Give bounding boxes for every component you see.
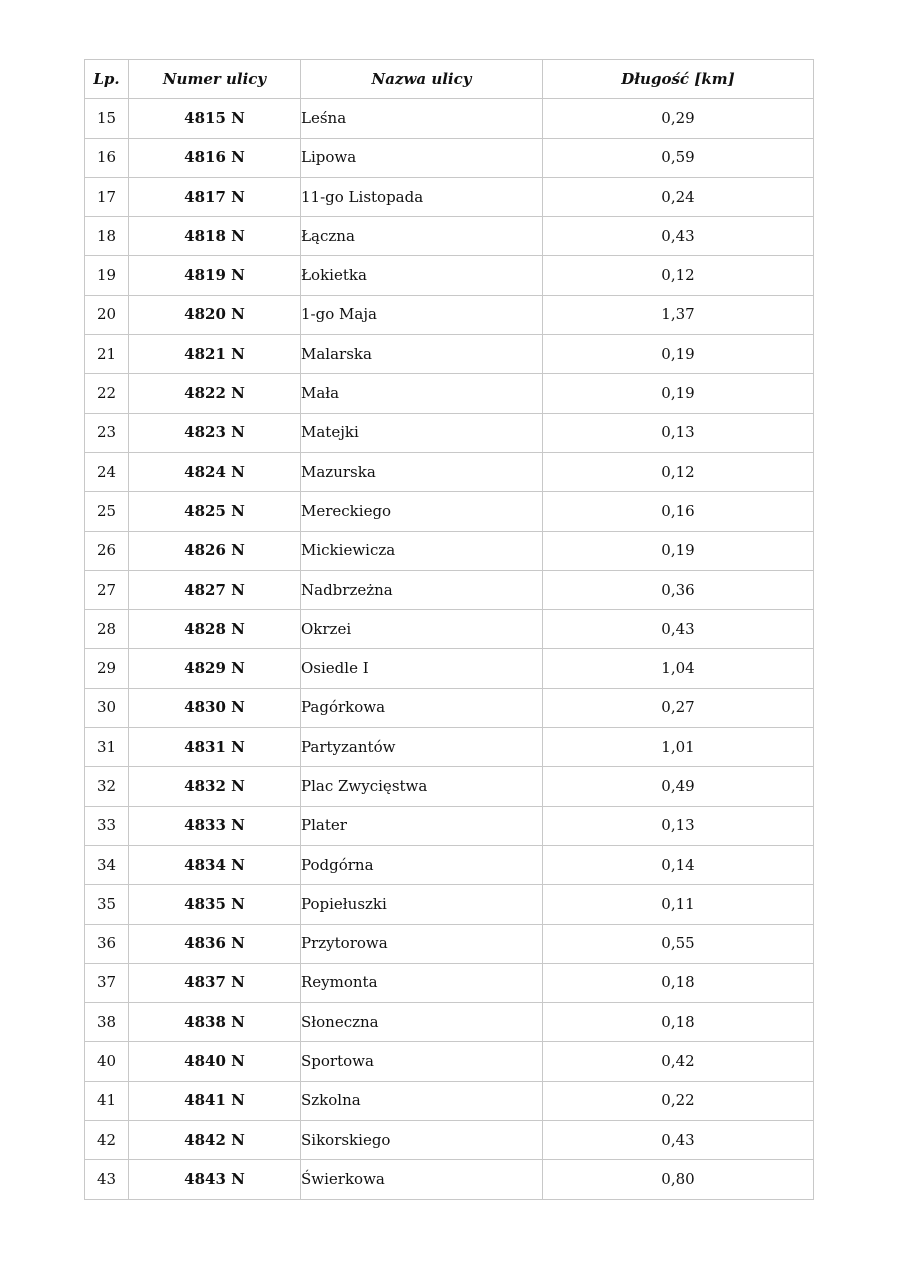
row-lp: 27 xyxy=(85,570,129,609)
row-length: 0,42 xyxy=(543,1042,814,1081)
row-street-number: 4817 N xyxy=(129,177,301,216)
table-row xyxy=(85,570,814,609)
row-lp: 26 xyxy=(85,531,129,570)
table-row xyxy=(85,492,814,531)
row-street-name: Słoneczna xyxy=(301,1003,543,1042)
row-street-number: 4831 N xyxy=(129,728,301,767)
row-lp: 37 xyxy=(85,963,129,1002)
row-length: 0,19 xyxy=(543,335,814,374)
header-row xyxy=(85,60,814,99)
row-street-number: 4834 N xyxy=(129,845,301,884)
row-street-number: 4818 N xyxy=(129,217,301,256)
row-street-number: 4838 N xyxy=(129,1003,301,1042)
row-lp: 24 xyxy=(85,452,129,491)
row-street-name: Reymonta xyxy=(301,963,543,1002)
row-lp: 30 xyxy=(85,688,129,727)
row-length: 0,43 xyxy=(543,1121,814,1160)
row-street-name: Malarska xyxy=(301,335,543,374)
row-lp: 18 xyxy=(85,217,129,256)
row-length: 0,59 xyxy=(543,138,814,177)
row-street-number: 4826 N xyxy=(129,531,301,570)
row-street-number: 4815 N xyxy=(129,99,301,138)
row-street-name: Łokietka xyxy=(301,256,543,295)
row-lp: 23 xyxy=(85,413,129,452)
row-street-name: Sikorskiego xyxy=(301,1121,543,1160)
row-length: 0,13 xyxy=(543,413,814,452)
row-street-name: Osiedle I xyxy=(301,649,543,688)
table-row xyxy=(85,1160,814,1199)
table-row xyxy=(85,1042,814,1081)
row-lp: 19 xyxy=(85,256,129,295)
row-length: 0,29 xyxy=(543,99,814,138)
row-lp: 34 xyxy=(85,845,129,884)
row-length: 0,18 xyxy=(543,1003,814,1042)
row-street-name: Okrzei xyxy=(301,610,543,649)
row-length: 0,27 xyxy=(543,688,814,727)
row-street-name: Mazurska xyxy=(301,452,543,491)
row-street-name: Partyzantów xyxy=(301,728,543,767)
row-street-name: Pagórkowa xyxy=(301,688,543,727)
row-length: 0,80 xyxy=(543,1160,814,1199)
row-street-number: 4832 N xyxy=(129,767,301,806)
row-lp: 22 xyxy=(85,374,129,413)
table-row xyxy=(85,335,814,374)
row-street-name: Mickiewicza xyxy=(301,531,543,570)
row-length: 1,37 xyxy=(543,295,814,334)
table-row xyxy=(85,610,814,649)
row-street-name: Szkolna xyxy=(301,1081,543,1120)
row-lp: 21 xyxy=(85,335,129,374)
row-street-number: 4843 N xyxy=(129,1160,301,1199)
row-lp: 20 xyxy=(85,295,129,334)
row-street-number: 4822 N xyxy=(129,374,301,413)
row-length: 0,22 xyxy=(543,1081,814,1120)
table-row xyxy=(85,217,814,256)
row-street-number: 4827 N xyxy=(129,570,301,609)
header-length: Długość [km] xyxy=(543,60,814,99)
table-row xyxy=(85,1121,814,1160)
table-row xyxy=(85,256,814,295)
row-street-name: Leśna xyxy=(301,99,543,138)
row-length: 0,19 xyxy=(543,531,814,570)
row-street-number: 4836 N xyxy=(129,924,301,963)
row-street-number: 4829 N xyxy=(129,649,301,688)
row-street-name: Plac Zwycięstwa xyxy=(301,767,543,806)
table-row xyxy=(85,177,814,216)
table-header xyxy=(85,60,814,99)
table-row xyxy=(85,806,814,845)
row-street-number: 4837 N xyxy=(129,963,301,1002)
row-street-name: Mała xyxy=(301,374,543,413)
row-lp: 36 xyxy=(85,924,129,963)
row-lp: 28 xyxy=(85,610,129,649)
row-street-name: Lipowa xyxy=(301,138,543,177)
row-lp: 29 xyxy=(85,649,129,688)
row-street-name: Podgórna xyxy=(301,845,543,884)
table-row xyxy=(85,413,814,452)
table-row xyxy=(85,885,814,924)
table-row xyxy=(85,767,814,806)
row-lp: 33 xyxy=(85,806,129,845)
row-street-name: Popiełuszki xyxy=(301,885,543,924)
row-length: 0,12 xyxy=(543,256,814,295)
header-lp: Lp. xyxy=(85,60,129,99)
row-street-number: 4825 N xyxy=(129,492,301,531)
row-lp: 40 xyxy=(85,1042,129,1081)
table-row xyxy=(85,924,814,963)
row-length: 0,11 xyxy=(543,885,814,924)
row-lp: 16 xyxy=(85,138,129,177)
row-street-number: 4824 N xyxy=(129,452,301,491)
table-row xyxy=(85,531,814,570)
table-row xyxy=(85,845,814,884)
row-lp: 32 xyxy=(85,767,129,806)
row-lp: 25 xyxy=(85,492,129,531)
streets-table xyxy=(84,59,814,1200)
row-street-name: Świerkowa xyxy=(301,1160,543,1199)
table-row xyxy=(85,688,814,727)
row-length: 0,49 xyxy=(543,767,814,806)
table-row xyxy=(85,138,814,177)
row-length: 1,04 xyxy=(543,649,814,688)
row-street-name: Przytorowa xyxy=(301,924,543,963)
row-street-name: Matejki xyxy=(301,413,543,452)
row-street-number: 4820 N xyxy=(129,295,301,334)
row-street-name: Łączna xyxy=(301,217,543,256)
row-street-number: 4842 N xyxy=(129,1121,301,1160)
table-row xyxy=(85,1003,814,1042)
row-street-number: 4819 N xyxy=(129,256,301,295)
row-street-name: Plater xyxy=(301,806,543,845)
row-length: 0,55 xyxy=(543,924,814,963)
row-length: 0,36 xyxy=(543,570,814,609)
table-body xyxy=(85,99,814,1199)
row-length: 0,43 xyxy=(543,610,814,649)
row-lp: 35 xyxy=(85,885,129,924)
row-street-number: 4823 N xyxy=(129,413,301,452)
row-street-name: Mereckiego xyxy=(301,492,543,531)
row-street-number: 4828 N xyxy=(129,610,301,649)
row-street-number: 4840 N xyxy=(129,1042,301,1081)
row-length: 0,14 xyxy=(543,845,814,884)
table-row xyxy=(85,452,814,491)
row-street-number: 4833 N xyxy=(129,806,301,845)
row-length: 0,43 xyxy=(543,217,814,256)
table-row xyxy=(85,649,814,688)
row-length: 0,18 xyxy=(543,963,814,1002)
row-length: 0,19 xyxy=(543,374,814,413)
row-lp: 15 xyxy=(85,99,129,138)
row-lp: 43 xyxy=(85,1160,129,1199)
row-street-name: 11-go Listopada xyxy=(301,177,543,216)
row-lp: 31 xyxy=(85,728,129,767)
table-row xyxy=(85,963,814,1002)
row-lp: 41 xyxy=(85,1081,129,1120)
row-street-number: 4841 N xyxy=(129,1081,301,1120)
row-street-number: 4835 N xyxy=(129,885,301,924)
row-street-name: 1-go Maja xyxy=(301,295,543,334)
row-street-number: 4830 N xyxy=(129,688,301,727)
row-street-name: Nadbrzeżna xyxy=(301,570,543,609)
row-street-name: Sportowa xyxy=(301,1042,543,1081)
table-row xyxy=(85,295,814,334)
row-length: 1,01 xyxy=(543,728,814,767)
row-length: 0,16 xyxy=(543,492,814,531)
table-row xyxy=(85,728,814,767)
row-length: 0,24 xyxy=(543,177,814,216)
table-row xyxy=(85,99,814,138)
row-street-number: 4816 N xyxy=(129,138,301,177)
table-row xyxy=(85,374,814,413)
row-lp: 42 xyxy=(85,1121,129,1160)
table-row xyxy=(85,1081,814,1120)
row-lp: 38 xyxy=(85,1003,129,1042)
row-lp: 17 xyxy=(85,177,129,216)
row-length: 0,13 xyxy=(543,806,814,845)
header-street-name: Nazwa ulicy xyxy=(301,60,543,99)
row-street-number: 4821 N xyxy=(129,335,301,374)
row-length: 0,12 xyxy=(543,452,814,491)
header-street-number: Numer ulicy xyxy=(129,60,301,99)
